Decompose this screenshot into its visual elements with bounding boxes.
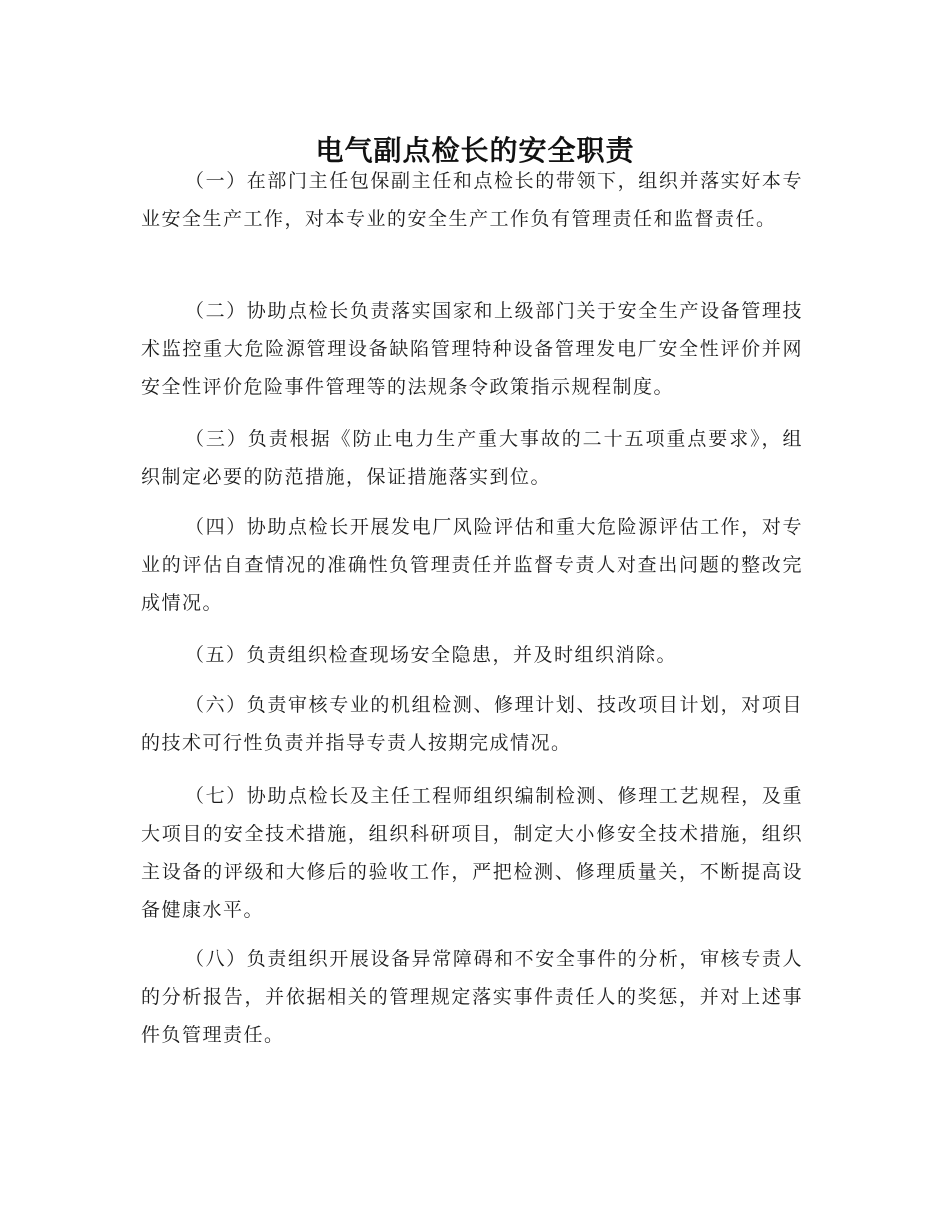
duty-paragraph-1: （一）在部门主任包保副主任和点检长的带领下，组织并落实好本专业安全生产工作，对本专业的安全生产工作负有管理责任和监督责任。	[141, 170, 803, 230]
duty-paragraph-3: （三）负责根据《防止电力生产重大事故的二十五项重点要求》，组织制定必要的防范措施，保证措施落实到位。	[141, 428, 803, 488]
duty-paragraph-8: （八）负责组织开展设备异常障碍和不安全事件的分析，审核专责人的分析报告，并依据相关的管理规定落实事件责任人的奖惩，并对上述事件负管理责任。	[141, 948, 803, 1046]
duty-paragraph-4: （四）协助点检长开展发电厂风险评估和重大危险源评估工作，对专业的评估自查情况的准确性负管理责任并监督专责人对查出问题的整改完成情况。	[141, 516, 803, 614]
document-title: 电气副点检长的安全职责	[315, 133, 635, 167]
duty-paragraph-2: （二）协助点检长负责落实国家和上级部门关于安全生产设备管理技术监控重大危险源管理设备缺陷管理特种设备管理发电厂安全性评价并网安全性评价危险事件管理等的法规条令政策指示规程制度。	[141, 300, 803, 398]
duty-paragraph-7: （七）协助点检长及主任工程师组织编制检测、修理工艺规程，及重大项目的安全技术措施，组织科研项目，制定大小修安全技术措施，组织主设备的评级和大修后的验收工作，严把检测、修理质量关，不断提高设备健康水平。	[141, 785, 803, 921]
duty-paragraph-5: （五）负责组织检查现场安全隐患，并及时组织消除。	[185, 644, 678, 666]
duty-paragraph-6: （六）负责审核专业的机组检测、修理计划、技改项目计划，对项目的技术可行性负责并指导专责人按期完成情况。	[141, 694, 803, 754]
